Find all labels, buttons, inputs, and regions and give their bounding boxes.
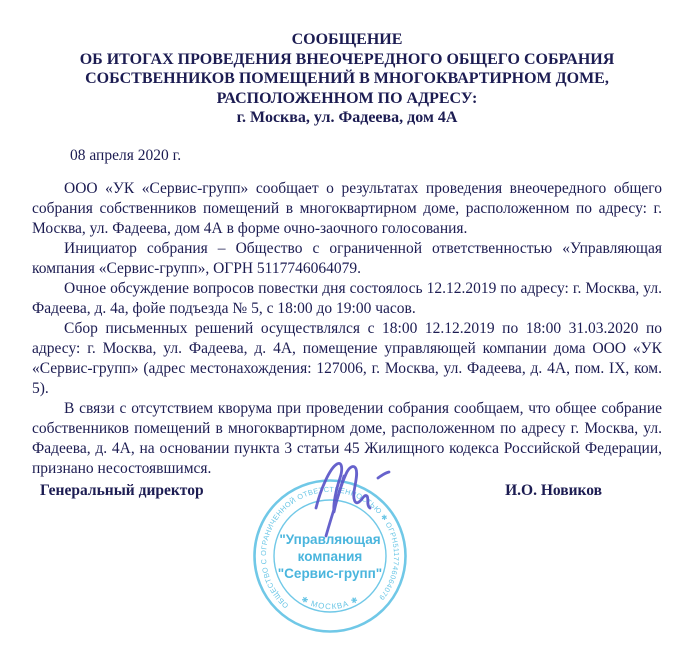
signer-name: И.О. Новиков: [505, 481, 602, 499]
document-body: [32, 179, 662, 479]
title-line-5: г. Москва, ул. Фадеева, дом 4А: [236, 109, 458, 126]
title-line-4: РАСПОЛОЖЕННОМ ПО АДРЕСУ:: [216, 89, 478, 107]
document-date: 08 апреля 2020 г.: [70, 146, 182, 164]
svg-text:"Сервис-групп": "Сервис-групп": [277, 566, 383, 581]
svg-text:компания: компания: [297, 549, 363, 564]
paragraph-announcement: ООО «УК «Сервис-групп» сообщает о результатах проведения внеочередного общего собрания собственников помещений в многоквартирном доме, расположенном по адресу: г. Москва, ул. Фадеева, дом 4А в форме очно-заочного голосования.: [32, 179, 662, 237]
paragraph-no-quorum: В связи с отсутствием кворума при проведении собрания сообщаем, что общее собрание собственников помещений в многоквартирном доме, расположенном по адресу г. Москва, ул. Фадеева, д. 4А, на основании пункта 3 статьи 45 Жилищного кодекса Российской Федерации, признано несостоявшимся.: [32, 399, 662, 477]
svg-text:"Управляющая: "Управляющая: [279, 532, 381, 547]
title-line-3: СОБСТВЕННИКОВ ПОМЕЩЕНИЙ В МНОГОКВАРТИРНОМ ДОМЕ,: [85, 70, 609, 87]
paragraph-written-decisions: Сбор письменных решений осуществлялся с 18:00 12.12.2019 по 18:00 31.03.2020 по адресу: г. Москва, ул. Фадеева, д. 4А, помещение управляющей компании дома ООО «УК «Сервис-групп» (адрес местонахождения: 127006, г. Москва, ул. Фадеева, д. 4А, пом. IX, ком. 5).: [32, 319, 662, 397]
title-line-2: ОБ ИТОГАХ ПРОВЕДЕНИЯ ВНЕОЧЕРЕДНОГО ОБЩЕГО СОБРАНИЯ: [79, 50, 615, 68]
stamp-rings: [255, 481, 406, 632]
paragraph-in-person-discussion: Очное обсуждение вопросов повестки дня состоялось 12.12.2019 по адресу: г. Москва, ул. Фадеева, д. 4а, фойе подъезда № 5, с 18:00 до 19:00 часов.: [32, 279, 662, 317]
stamp-bottom-text: ✱ МОСКВА ✱: [299, 594, 361, 612]
signer-role: Генеральный директор: [40, 481, 204, 499]
title-line-1: СООБЩЕНИЕ: [291, 31, 403, 48]
stamp-ring-text: ОБЩЕСТВО С ОГРАНИЧЕННОЙ ОТВЕТСТВЕННОСТЬЮ ✱ ОГРН5117746064079: [258, 484, 402, 611]
signature-row: [32, 481, 662, 501]
stamp-center-text: [278, 532, 382, 581]
paragraph-initiator: Инициатор собрания – Общество с ограниченной ответственностью «Управляющая компания «Сервис-групп», ОГРН 5117746064079.: [32, 239, 662, 277]
document-title: [32, 30, 662, 128]
